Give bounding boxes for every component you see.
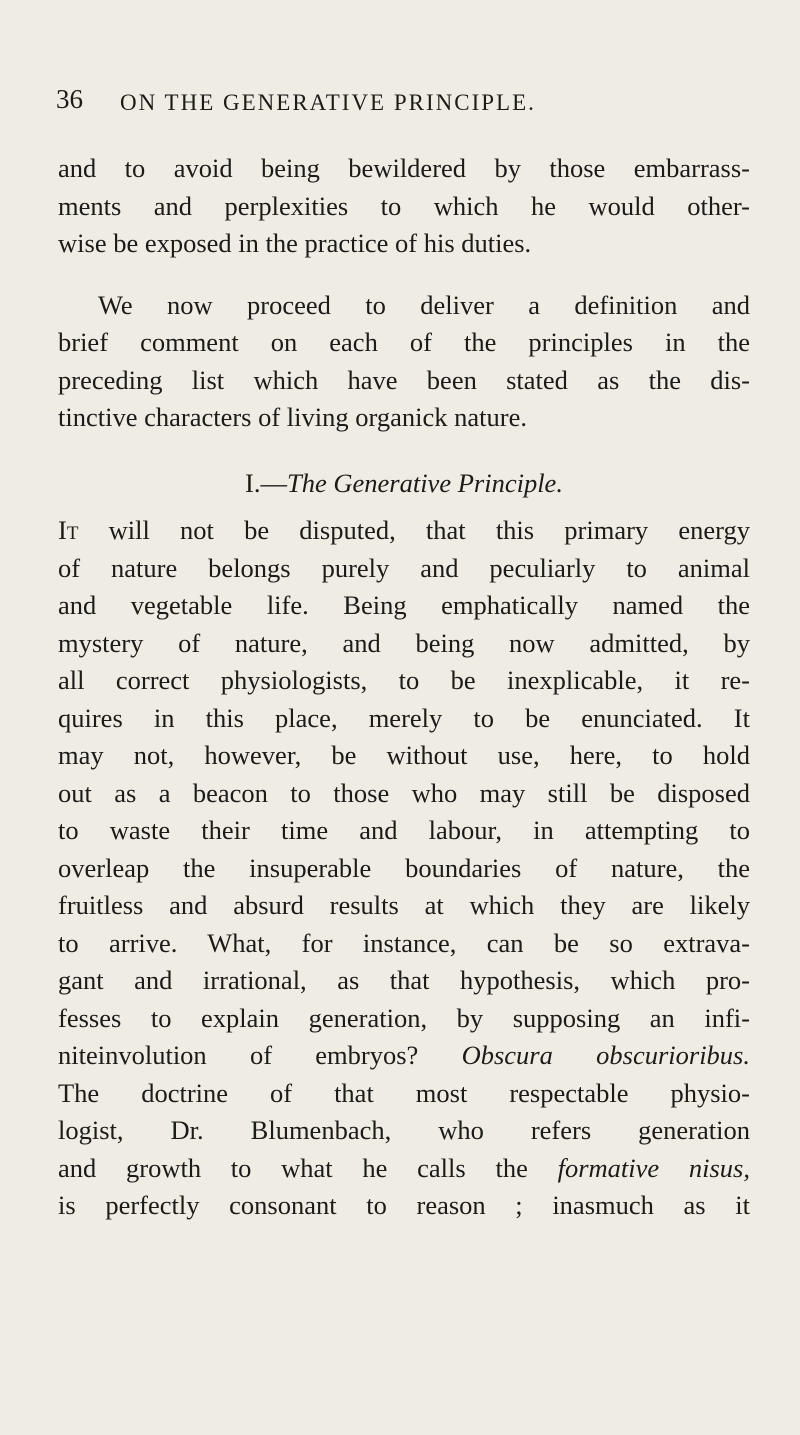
text-line: overleap the insuperable boundaries of nature, the [58, 852, 750, 883]
text-line [58, 1150, 750, 1188]
text-line: fesses to explain generation, by supposing an infi- [58, 1002, 750, 1033]
text-line: to waste their time and labour, in attempting to [58, 815, 750, 845]
text-line: and vegetable life. Being emphatically named the [58, 590, 750, 620]
section-number: I.— [245, 467, 287, 498]
text-line: The doctrine of that most respectable physio- [58, 1077, 750, 1108]
text-line: ments and perplexities to which he would other- [58, 190, 750, 221]
body-text [58, 150, 750, 1225]
text-line: gant and irrational, as that hypothesis, which pro- [58, 965, 750, 995]
page-number: 36 [56, 84, 83, 114]
text-line: quires in this place, merely to be enunciated. It [58, 702, 750, 733]
text-line: out as a beacon to those who may still be disposed [58, 777, 750, 808]
text-line: wise be exposed in the practice of his duties. [58, 228, 532, 258]
latin-phrase: Obscura obscurioribus. [461, 1040, 750, 1070]
text-line: all correct physiologists, to be inexplicable, it re- [58, 665, 750, 695]
text-line [58, 1037, 750, 1075]
section-heading [58, 465, 750, 503]
text-line: and to avoid being bewildered by those embarrass- [58, 153, 750, 183]
section-title: The Generative Principle. [286, 467, 563, 498]
text-line: tinctive characters of living organick nature. [58, 402, 527, 432]
text-line: preceding list which have been stated as the dis- [58, 364, 750, 395]
running-head [56, 86, 746, 122]
line-rest: will not be disputed, that this primary energy [78, 515, 750, 545]
paragraph-continuation [58, 150, 750, 263]
text-line [58, 512, 750, 550]
text-line: may not, however, be without use, here, to hold [58, 740, 750, 770]
text-line: to arrive. What, for instance, can be so extrava- [58, 927, 750, 958]
lead-word: It [58, 515, 79, 545]
running-title: ON THE GENERATIVE PRINCIPLE. [120, 90, 536, 115]
paragraph-generative [58, 512, 750, 1225]
text-line: of nature belongs purely and peculiarly to animal [58, 552, 750, 583]
paragraph-definitions [58, 287, 750, 437]
text-line: fruitless and absurd results at which they are likely [58, 890, 750, 920]
text-line: mystery of nature, and being now admitted, by [58, 627, 750, 658]
text-line: is perfectly consonant to reason ; inasmuch as it [58, 1190, 750, 1220]
text-line: We now proceed to deliver a definition and [98, 289, 750, 320]
italic-term: formative nisus, [557, 1152, 750, 1183]
text-line: brief comment on each of the principles in the [58, 327, 750, 357]
text-line: logist, Dr. Blumenbach, who refers generation [58, 1115, 750, 1145]
line-pre: niteinvolution of embryos? [58, 1040, 462, 1070]
line-pre: and growth to what he calls the [58, 1152, 558, 1183]
